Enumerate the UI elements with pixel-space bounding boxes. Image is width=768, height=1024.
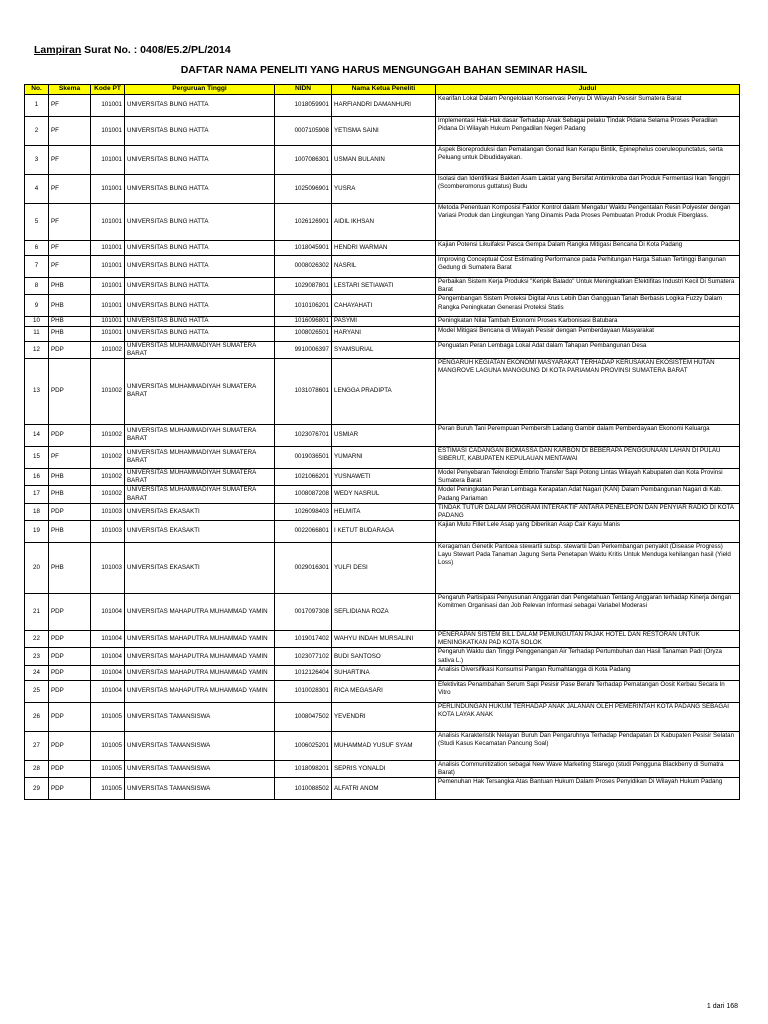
cell-no: 12 (25, 341, 49, 358)
cell-no: 25 (25, 680, 49, 702)
cell-nama-ketua: AIDIL IKHSAN (332, 204, 436, 241)
cell-skema: PHB (49, 486, 91, 503)
cell-kode-pt: 101001 (91, 95, 125, 117)
cell-skema: PDP (49, 731, 91, 760)
table-row (25, 278, 740, 295)
cell-skema: PDP (49, 631, 91, 648)
cell-kode-pt: 101004 (91, 665, 125, 680)
cell-judul: Kajian Potensi Likuifaksi Pasca Gempa Dalam Rangka Mitigasi Bencana Di Kota Padang (436, 241, 740, 256)
cell-nidn: 0022066801 (275, 521, 332, 543)
cell-judul: Analisis Karakteristik Nelayan Buruh Dan Pengaruhnya Terhadap Pendapatan Di Kabupaten Pesisir Selatan (Studi Kasus Kecamatan Pancung Soal) (436, 731, 740, 760)
cell-judul: Model Penyebaran Teknologi Embrio Transfer Sapi Potong Lintas Wilayah Kabupaten dan Kota Provinsi Sumatera Barat (436, 468, 740, 485)
cell-no: 27 (25, 731, 49, 760)
cell-judul: Peran Buruh Tani Perempuan Pemberslh Ladang Gambir dalam Pemberdayaan Ekonomi Keluarga (436, 424, 740, 446)
cell-nidn: 1031078601 (275, 358, 332, 424)
cell-kode-pt: 101005 (91, 702, 125, 731)
cell-nama-ketua: USMIAR (332, 424, 436, 446)
cell-kode-pt: 101003 (91, 503, 125, 520)
cell-no: 10 (25, 317, 49, 326)
cell-perguruan-tinggi: UNIVERSITAS MAHAPUTRA MUHAMMAD YAMIN (125, 665, 275, 680)
cell-nidn: 1021066201 (275, 468, 332, 485)
cell-kode-pt: 101004 (91, 631, 125, 648)
cell-nama-ketua: HARYANI (332, 326, 436, 341)
cell-no: 23 (25, 648, 49, 665)
cell-kode-pt: 101001 (91, 295, 125, 317)
cell-skema: PHB (49, 317, 91, 326)
cell-skema: PDP (49, 702, 91, 731)
cell-skema: PDP (49, 778, 91, 800)
cell-kode-pt: 101002 (91, 486, 125, 503)
cell-nidn: 1006025201 (275, 731, 332, 760)
header-nidn: NIDN (275, 85, 332, 95)
cell-judul: Metoda Penentuan Komposisi Faktor Kontrol dalam Mengatur Waktu Pengentalan Resin Polyester dengan Variasi Produk dan Lingkungan Yang Dinamis Pada Proses Pembuatan Produk Produk Fiberglass. (436, 204, 740, 241)
cell-skema: PF (49, 241, 91, 256)
cell-nidn: 1010028301 (275, 680, 332, 702)
cell-nama-ketua: YULFI DESI (332, 543, 436, 594)
letter-reference-prefix: Lampiran (34, 44, 82, 56)
cell-kode-pt: 101002 (91, 446, 125, 468)
cell-skema: PDP (49, 424, 91, 446)
page-title: DAFTAR NAMA PENELITI YANG HARUS MENGUNGGAH BAHAN SEMINAR HASIL (180, 64, 588, 76)
cell-kode-pt: 101002 (91, 341, 125, 358)
table-row (25, 341, 740, 358)
cell-nidn: 0017097308 (275, 594, 332, 631)
cell-nama-ketua: YUSNAWETI (332, 468, 436, 485)
cell-judul: Peningkatan Nilai Tambah Ekonomi Proses Karbonisasi Batubara (436, 317, 740, 326)
cell-nidn: 1008087208 (275, 486, 332, 503)
table-row (25, 648, 740, 665)
cell-perguruan-tinggi: UNIVERSITAS TAMANSISWA (125, 778, 275, 800)
cell-kode-pt: 101005 (91, 731, 125, 760)
cell-skema: PDP (49, 665, 91, 680)
cell-nidn: 1010106201 (275, 295, 332, 317)
cell-kode-pt: 101002 (91, 358, 125, 424)
cell-judul: Kearifan Lokal Dalam Pengelolaan Konservasi Penyu Di Wilayah Pesisir Sumatera Barat (436, 95, 740, 117)
cell-skema: PF (49, 256, 91, 278)
cell-nidn: 1008026501 (275, 326, 332, 341)
header-nama-ketua: Nama Ketua Peneliti (332, 85, 436, 95)
cell-kode-pt: 101001 (91, 175, 125, 204)
table-row (25, 594, 740, 631)
cell-nama-ketua: BUDI SANTOSO (332, 648, 436, 665)
cell-skema: PDP (49, 648, 91, 665)
cell-perguruan-tinggi: UNIVERSITAS MUHAMMADIYAH SUMATERA BARAT (125, 341, 275, 358)
table-row (25, 241, 740, 256)
cell-skema: PDP (49, 760, 91, 777)
cell-perguruan-tinggi: UNIVERSITAS TAMANSISWA (125, 760, 275, 777)
table-row (25, 486, 740, 503)
cell-nama-ketua: CAHAYAHATI (332, 295, 436, 317)
table-row (25, 358, 740, 424)
cell-nidn: 1018045901 (275, 241, 332, 256)
cell-judul: ESTIMASI CADANGAN BIOMASSA DAN KARBON DI BEBERAPA PENGGUNAAN LAHAN DI PULAU SIBERUT, KABUPATEN KEPULAUAN MENTAWAI (436, 446, 740, 468)
cell-kode-pt: 101004 (91, 648, 125, 665)
cell-judul: PERLINDUNGAN HUKUM TERHADAP ANAK JALANAN OLEH PEMERINTAH KOTA PADANG SEBAGAI KOTA LAYAK ANAK (436, 702, 740, 731)
cell-nama-ketua: USMAN BULANIN (332, 146, 436, 175)
cell-perguruan-tinggi: UNIVERSITAS MUHAMMADIYAH SUMATERA BARAT (125, 358, 275, 424)
cell-kode-pt: 101005 (91, 760, 125, 777)
cell-nidn: 0007105908 (275, 117, 332, 146)
table-row (25, 146, 740, 175)
cell-nidn: 1018059901 (275, 95, 332, 117)
cell-skema: PF (49, 175, 91, 204)
cell-judul: PENERAPAN SISTEM BILL DALAM PEMUNGUTAN PAJAK HOTEL DAN RESTORAN UNTUK MENINGKATKAN PAD KOTA SOLOK (436, 631, 740, 648)
cell-judul: PENGARUH KEGIATAN EKONOMI MASYARAKAT TERHADAP KERUSAKAN EKOSISTEM HUTAN MANGROVE LAGUNA MANGGUNG DI KOTA PARIAMAN PROVINSI SUMATERA BARAT (436, 358, 740, 424)
cell-nama-ketua: ALFATRI ANOM (332, 778, 436, 800)
cell-kode-pt: 101003 (91, 521, 125, 543)
table-row (25, 326, 740, 341)
cell-skema: PHB (49, 521, 91, 543)
table-row (25, 631, 740, 648)
cell-nama-ketua: I KETUT BUDARAGA (332, 521, 436, 543)
cell-nidn: 1019017402 (275, 631, 332, 648)
cell-nama-ketua: HELMITA (332, 503, 436, 520)
cell-kode-pt: 101002 (91, 424, 125, 446)
cell-no: 26 (25, 702, 49, 731)
cell-nama-ketua: YETISMA SAINI (332, 117, 436, 146)
cell-perguruan-tinggi: UNIVERSITAS BUNG HATTA (125, 204, 275, 241)
cell-skema: PHB (49, 543, 91, 594)
header-kode-pt: Kode PT (91, 85, 125, 95)
cell-kode-pt: 101002 (91, 468, 125, 485)
cell-judul: Improving Conceptual Cost Estimating Performance pada Perhitungan Harga Satuan Tertinggi Bangunan Gedung di Sumatera Barat (436, 256, 740, 278)
cell-perguruan-tinggi: UNIVERSITAS MAHAPUTRA MUHAMMAD YAMIN (125, 648, 275, 665)
cell-no: 21 (25, 594, 49, 631)
cell-no: 28 (25, 760, 49, 777)
table-row (25, 503, 740, 520)
cell-perguruan-tinggi: UNIVERSITAS BUNG HATTA (125, 295, 275, 317)
cell-perguruan-tinggi: UNIVERSITAS MAHAPUTRA MUHAMMAD YAMIN (125, 680, 275, 702)
table-row (25, 702, 740, 731)
cell-perguruan-tinggi: UNIVERSITAS BUNG HATTA (125, 117, 275, 146)
cell-nama-ketua: HENDRI WARMAN (332, 241, 436, 256)
header-skema: Skema (49, 85, 91, 95)
cell-no: 18 (25, 503, 49, 520)
cell-nama-ketua: RICA MEGASARI (332, 680, 436, 702)
cell-no: 14 (25, 424, 49, 446)
cell-perguruan-tinggi: UNIVERSITAS MAHAPUTRA MUHAMMAD YAMIN (125, 631, 275, 648)
cell-no: 9 (25, 295, 49, 317)
header-no: No. (25, 85, 49, 95)
table-row (25, 95, 740, 117)
cell-perguruan-tinggi: UNIVERSITAS MUHAMMADIYAH SUMATERA BARAT (125, 446, 275, 468)
cell-skema: PF (49, 204, 91, 241)
cell-skema: PDP (49, 358, 91, 424)
cell-nama-ketua: WAHYU INDAH MURSALINI (332, 631, 436, 648)
table-row (25, 446, 740, 468)
cell-nidn: 1026126901 (275, 204, 332, 241)
cell-nama-ketua: YEVENDRI (332, 702, 436, 731)
cell-nama-ketua: SUHARTINA (332, 665, 436, 680)
cell-perguruan-tinggi: UNIVERSITAS MUHAMMADIYAH SUMATERA BARAT (125, 486, 275, 503)
cell-judul: Analisis Diversifikasi Konsumsi Pangan Rumahtangga di Kota Padang (436, 665, 740, 680)
cell-kode-pt: 101001 (91, 117, 125, 146)
cell-kode-pt: 101001 (91, 204, 125, 241)
table-row (25, 521, 740, 543)
cell-no: 5 (25, 204, 49, 241)
cell-no: 19 (25, 521, 49, 543)
table-row (25, 295, 740, 317)
cell-skema: PHB (49, 468, 91, 485)
cell-judul: Kajian Mutu Fillet Lele Asap yang Diberikan Asap Cair Kayu Manis (436, 521, 740, 543)
cell-nidn: 1010088502 (275, 778, 332, 800)
cell-kode-pt: 101001 (91, 278, 125, 295)
cell-judul: Aspek Bioreproduksi dan Pematangan Gonad Ikan Kerapu Bintik, Epinephelus coeruleopunctatus, serta Peluang untuk Dibudidayakan. (436, 146, 740, 175)
cell-no: 22 (25, 631, 49, 648)
table-row (25, 317, 740, 326)
cell-perguruan-tinggi: UNIVERSITAS EKASAKTI (125, 521, 275, 543)
cell-perguruan-tinggi: UNIVERSITAS EKASAKTI (125, 543, 275, 594)
cell-judul: Perbaikan Sistem Kerja Produksi "Keripik Balado" Untuk Meningkatkan Efektifitas Industri Kecil Di Sumatera Barat (436, 278, 740, 295)
cell-no: 24 (25, 665, 49, 680)
cell-nidn: 1008047502 (275, 702, 332, 731)
cell-no: 6 (25, 241, 49, 256)
cell-nidn: 1029087801 (275, 278, 332, 295)
cell-skema: PDP (49, 503, 91, 520)
cell-no: 13 (25, 358, 49, 424)
cell-kode-pt: 101004 (91, 594, 125, 631)
cell-skema: PDP (49, 594, 91, 631)
cell-perguruan-tinggi: UNIVERSITAS TAMANSISWA (125, 702, 275, 731)
cell-skema: PHB (49, 295, 91, 317)
cell-skema: PF (49, 117, 91, 146)
table-row (25, 256, 740, 278)
cell-skema: PHB (49, 278, 91, 295)
page-number: 1 dari 168 (706, 1003, 738, 1010)
cell-kode-pt: 101001 (91, 146, 125, 175)
cell-nama-ketua: YUMARNI (332, 446, 436, 468)
cell-nidn: 0019036501 (275, 446, 332, 468)
cell-perguruan-tinggi: UNIVERSITAS BUNG HATTA (125, 175, 275, 204)
cell-nama-ketua: LESTARI SETIAWATI (332, 278, 436, 295)
cell-nama-ketua: LENGGA PRADIPTA (332, 358, 436, 424)
cell-judul: Pemenuhan Hak Tersangka Atas Bantuan Hukum Dalam Proses Penyidikan Di Wilayah Hukum Padang (436, 778, 740, 800)
cell-kode-pt: 101004 (91, 680, 125, 702)
table-row (25, 760, 740, 777)
cell-nidn: 1025096901 (275, 175, 332, 204)
cell-judul: Pengaruh Partisipasi Penyusunan Anggaran dan Pengetahuan Tentang Anggaran terhadap Kinerja dengan Komitmen Organisasi dan Job Relevan Informasi sebagai Variabel Moderasi (436, 594, 740, 631)
cell-nama-ketua: SEPRIS YONALDI (332, 760, 436, 777)
cell-skema: PDP (49, 680, 91, 702)
table-row (25, 117, 740, 146)
cell-perguruan-tinggi: UNIVERSITAS BUNG HATTA (125, 256, 275, 278)
cell-skema: PDP (49, 341, 91, 358)
cell-no: 4 (25, 175, 49, 204)
cell-perguruan-tinggi: UNIVERSITAS BUNG HATTA (125, 95, 275, 117)
letter-reference-number: Surat No. : 0408/E5.2/PL/2014 (81, 44, 231, 56)
cell-perguruan-tinggi: UNIVERSITAS MUHAMMADIYAH SUMATERA BARAT (125, 424, 275, 446)
cell-nama-ketua: NASRIL (332, 256, 436, 278)
cell-judul: Pengembangan Sistem Proteksi Digital Arus Lebih Dan Gangguan Tanah Berbasis Logika Fuzzy Dalam Rangka Peningkatan Generasi Proteksi Statis (436, 295, 740, 317)
cell-nama-ketua: YUSRA (332, 175, 436, 204)
letter-reference (34, 44, 231, 56)
cell-perguruan-tinggi: UNIVERSITAS MAHAPUTRA MUHAMMAD YAMIN (125, 594, 275, 631)
cell-skema: PF (49, 95, 91, 117)
cell-nidn: 1023076701 (275, 424, 332, 446)
table-row (25, 543, 740, 594)
cell-judul: Model Peningkatan Peran Lembaga Kerapatan Adat Nagari (KAN) Dalam Pembangunan Nagari di Kab. Padang Pariaman (436, 486, 740, 503)
cell-nidn: 1016096801 (275, 317, 332, 326)
cell-nidn: 1023077102 (275, 648, 332, 665)
cell-judul: Isolasi dan Identifikasi Bakteri Asam Laktat yang Bersifat Antimikroba dari Produk Fermentasi Ikan Tenggiri (Scomberomorus guttatus) Budu (436, 175, 740, 204)
table-row (25, 204, 740, 241)
cell-kode-pt: 101001 (91, 241, 125, 256)
cell-no: 17 (25, 486, 49, 503)
cell-kode-pt: 101005 (91, 778, 125, 800)
cell-nidn: 1007086301 (275, 146, 332, 175)
cell-no: 11 (25, 326, 49, 341)
table-row (25, 731, 740, 760)
cell-perguruan-tinggi: UNIVERSITAS BUNG HATTA (125, 278, 275, 295)
cell-judul: Implementasi Hak-Hak dasar Terhadap Anak Sebagai pelaku Tindak Pidana Selama Proses Peradilan Pidana Di Wilayah Hukum Pengadilan Negeri Padang (436, 117, 740, 146)
table-header-row (25, 85, 740, 95)
cell-nidn: 1018098201 (275, 760, 332, 777)
cell-kode-pt: 101003 (91, 543, 125, 594)
cell-no: 20 (25, 543, 49, 594)
cell-judul: Penguatan Peran Lembaga Lokal Adat dalam Tahapan Pembangunan Desa (436, 341, 740, 358)
cell-judul: Pengaruh Waktu dan Tinggi Penggenangan Air Terhadap Pertumbuhan dan Hasil Tanaman Padi (Oryza sativa L.) (436, 648, 740, 665)
cell-perguruan-tinggi: UNIVERSITAS BUNG HATTA (125, 146, 275, 175)
cell-skema: PHB (49, 326, 91, 341)
cell-kode-pt: 101001 (91, 317, 125, 326)
cell-perguruan-tinggi: UNIVERSITAS EKASAKTI (125, 503, 275, 520)
cell-no: 3 (25, 146, 49, 175)
researcher-table (24, 84, 740, 800)
cell-perguruan-tinggi: UNIVERSITAS MUHAMMADIYAH SUMATERA BARAT (125, 468, 275, 485)
cell-no: 2 (25, 117, 49, 146)
table-row (25, 468, 740, 485)
cell-nidn: 1026098403 (275, 503, 332, 520)
table-row (25, 175, 740, 204)
cell-no: 29 (25, 778, 49, 800)
header-perguruan-tinggi: Perguruan Tinggi (125, 85, 275, 95)
cell-nidn: 0029016301 (275, 543, 332, 594)
cell-nidn: 9910006397 (275, 341, 332, 358)
cell-nama-ketua: SYAMSURIAL (332, 341, 436, 358)
cell-judul: Keragaman Genetik Pantoea stewartii subsp. stewartii Dan Perkembangan penyakit (Disease Progress) Layu Stewart Pada Tanaman Jagung Serta Penetapan Waktu Kritis Untuk Menduga kehilangan hasil (Yield Loss) (436, 543, 740, 594)
cell-nidn: 0008026302 (275, 256, 332, 278)
cell-judul: Analisis Communitization sebagai New Wave Marketing Starego (studi Pengguna Blackberry di Sumatra Barat) (436, 760, 740, 777)
cell-kode-pt: 101001 (91, 256, 125, 278)
cell-perguruan-tinggi: UNIVERSITAS BUNG HATTA (125, 317, 275, 326)
cell-no: 16 (25, 468, 49, 485)
table-row (25, 778, 740, 800)
cell-no: 7 (25, 256, 49, 278)
cell-no: 8 (25, 278, 49, 295)
table-row (25, 424, 740, 446)
cell-nama-ketua: PASYMI (332, 317, 436, 326)
cell-judul: TINDAK TUTUR DALAM PROGRAM INTERAKTIF ANTARA PENELEPON DAN PENYIAR RADIO DI KOTA PADANG (436, 503, 740, 520)
cell-kode-pt: 101001 (91, 326, 125, 341)
cell-no: 1 (25, 95, 49, 117)
cell-judul: Model Mitigasi Bencana di Wilayah Pesisir dengan Pemberdayaan Masyarakat (436, 326, 740, 341)
cell-perguruan-tinggi: UNIVERSITAS BUNG HATTA (125, 241, 275, 256)
table-row (25, 680, 740, 702)
cell-skema: PF (49, 146, 91, 175)
header-judul: Judul (436, 85, 740, 95)
table-row (25, 665, 740, 680)
cell-nama-ketua: HARFIANDRI DAMANHURI (332, 95, 436, 117)
cell-nama-ketua: MUHAMMAD YUSUF SYAM (332, 731, 436, 760)
cell-skema: PF (49, 446, 91, 468)
cell-perguruan-tinggi: UNIVERSITAS TAMANSISWA (125, 731, 275, 760)
cell-nidn: 1012126404 (275, 665, 332, 680)
cell-nama-ketua: SEFLIDIANA ROZA (332, 594, 436, 631)
cell-no: 15 (25, 446, 49, 468)
cell-perguruan-tinggi: UNIVERSITAS BUNG HATTA (125, 326, 275, 341)
cell-judul: Efektivitas Penambahan Serum Sapi Pesisir Pase Berahi Terhadap Pematangan Oosit Kerbau Secara In Vitro (436, 680, 740, 702)
cell-nama-ketua: WEDY NASRUL (332, 486, 436, 503)
